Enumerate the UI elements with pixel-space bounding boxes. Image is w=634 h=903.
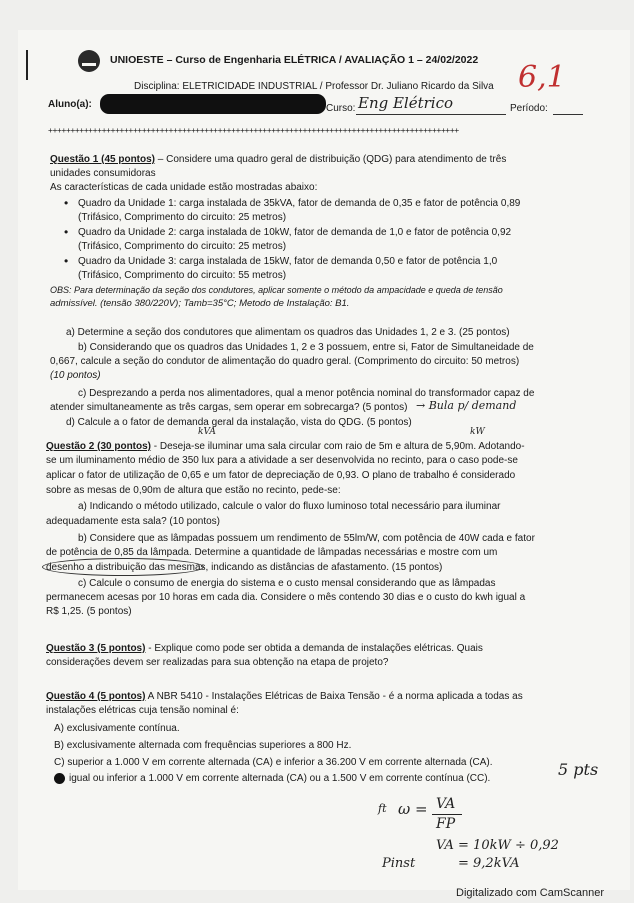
separator-line: ++++++++++++++++++++++++++++++++++++++++++++++++++++++++++++++++++++++++++++++++++++++++++++ (48, 125, 459, 135)
q2-b3: desenho a distribuição das mesmas, indicando as distâncias de afastamento. (15 pontos) (46, 562, 443, 573)
q4-l1: A NBR 5410 - Instalações Elétricas de Baixa Tensão - é a norma aplicada a todas as (145, 691, 523, 702)
q1-item-b1: b) Considerando que os quadros das Unidades 1, 2 e 3 possuem, entre si, Fator de Simultaneidade de (78, 342, 534, 353)
q1-item-d: d) Calcule a o fator de demanda geral da instalação, vista do QDG. (5 pontos) (66, 417, 412, 428)
q1-unit1b: (Trifásico, Comprimento do circuito: 25 metros) (78, 212, 287, 223)
q2-l1: - Deseja-se iluminar uma sala circular com raio de 5m e altura de 5,90m. Adotando- (151, 441, 525, 452)
q1-unit3a: • Quadro da Unidade 3: carga instalada de 15kW, fator de demanda 0,50 e fator de potência 1,0 (78, 255, 497, 268)
q1-title: Questão 1 (45 pontos) (50, 154, 156, 165)
q4-first-line (46, 690, 523, 703)
q2-l3: aplicar o fator de utilização de 0,65 e um fator de depreciação de 0,93. O plano de trabalho é considerado (46, 470, 516, 481)
handwritten-circle (42, 558, 204, 576)
q2-b1: b) Considere que as lâmpadas possuem um rendimento de 55lm/W, com potência de 40W cada e fator (78, 533, 535, 544)
q1-obs1: OBS: Para determinação da seção dos condutores, aplicar somente o método da ampacidade e queda de tensão (50, 285, 503, 295)
q1-intro2: unidades consumidoras (50, 168, 156, 179)
selected-answer-mark (54, 773, 65, 784)
q3-l1: - Explique como pode ser obtida a demanda de instalações elétricas. Quais (145, 643, 483, 654)
hand-va-line1: VA = 10kW ÷ 0,92 (436, 838, 559, 853)
q2-c2: permanecem acesas por 10 horas em cada dia. Considere o mês contendo 30 dias e o custo do kwh igual a (46, 592, 526, 603)
q4-option-a: A) exclusivamente contínua. (54, 723, 180, 734)
q4-title: Questão 4 (5 pontos) (46, 691, 146, 702)
q4-option-d: igual ou inferior a 1.000 V em corrente alternada (CA) ou a 1.500 V em corrente contínua (CC). (69, 773, 491, 784)
course-line (356, 114, 506, 115)
q1-unit2a: • Quadro da Unidade 2: carga instalada de 10kW, fator de demanda de 1,0 e fator de potência 0,92 (78, 226, 511, 239)
q4-option-b: B) exclusivamente alternada com frequências superiores a 800 Hz. (54, 740, 352, 751)
grade-mark: 6,1 (518, 60, 566, 95)
q1-intro3: As características de cada unidade estão mostradas abaixo: (50, 182, 318, 193)
q2-c3: R$ 1,25. (5 pontos) (46, 606, 132, 617)
period-line (553, 114, 583, 115)
exam-page (18, 30, 630, 890)
course-handwritten: Eng Elétrico (358, 94, 454, 112)
q2-title: Questão 2 (30 pontos) (46, 441, 152, 452)
q1-item-a: a) Determine a seção dos condutores que alimentam os quadros das Unidades 1, 2 e 3. (25 pontos) (66, 327, 510, 338)
q1-kva-note: kVA (198, 427, 216, 437)
q1-item-b3: (10 pontos) (50, 370, 101, 381)
unioeste-logo-icon (78, 50, 100, 72)
q2-a1: a) Indicando o método utilizado, calcule o valor do fluxo luminoso total necessário para iluminar (78, 501, 501, 512)
q2-a2: adequadamente esta sala? (10 pontos) (46, 516, 221, 527)
hand-fp-num: VA (436, 796, 456, 812)
hand-ft: ft (378, 802, 387, 815)
q1-item-c1: c) Desprezando a perda nos alimentadores, qual a menor potência nominal do transformador capaz de (78, 388, 535, 399)
q2-b2: de potência de 0,85 da lâmpada. Determine a quantidade de lâmpadas necessárias e mostre com um (46, 547, 498, 558)
q1-item-c2: atender simultaneamente as três cargas, sem operar em sobrecarga? (5 pontos) (50, 402, 408, 413)
hand-fp-left: ω = (398, 800, 428, 818)
q4-l2: instalações elétricas cuja tensão nominal é: (46, 705, 239, 716)
q1-kw-note: kW (470, 427, 485, 437)
q2-l2: se um iluminamento médio de 350 lux para a atividade a ser desenvolvida no recinto, para o caso pode-se (46, 455, 518, 466)
q2-l4: sobre as mesas de 0,90m de altura que estão no recinto, pede-se: (46, 485, 341, 496)
q3-first-line (46, 642, 483, 655)
redacted-name (100, 94, 326, 114)
hand-va-line2: = 9,2kVA (458, 856, 520, 871)
q2-c1: c) Calcule o consumo de energia do sistema e o custo mensal considerando que as lâmpadas (78, 578, 496, 589)
q3-title: Questão 3 (5 pontos) (46, 643, 146, 654)
q1-item-b2: 0,667, calcule a seção do condutor de alimentação do quadro geral. (Comprimento do circuito: 50 metros) (50, 356, 520, 367)
margin-mark (26, 50, 28, 80)
q1-first-line (50, 153, 506, 166)
q1-unit2b: (Trifásico, Comprimento do circuito: 25 metros) (78, 241, 287, 252)
q3-l2: considerações devem ser realizadas para sua obtenção na etapa de projeto? (46, 657, 389, 668)
q1-handwritten-note: → Bula p/ demand (416, 399, 517, 412)
header-discipline: Disciplina: ELETRICIDADE INDUSTRIAL / Professor Dr. Juliano Ricardo da Silva (134, 81, 494, 92)
course-label: Curso: (326, 103, 356, 114)
q4-option-c: C) superior a 1.000 V em corrente alternada (CA) e inferior a 36.200 V em corrente alternada (CA). (54, 757, 493, 768)
camscanner-watermark: Digitalizado com CamScanner (456, 887, 604, 899)
q4-score-note: 5 pts (558, 760, 599, 779)
q2-first-line (46, 440, 525, 453)
period-label: Período: (510, 103, 548, 114)
q1-unit3b: (Trifásico, Comprimento do circuito: 55 metros) (78, 270, 287, 281)
hand-fraction-bar (432, 814, 462, 815)
q1-obs2: admissível. (tensão 380/220V); Tamb=35°C; Metodo de Instalação: B1. (50, 298, 350, 309)
hand-fp-den: FP (436, 816, 456, 832)
q1-unit1a: • Quadro da Unidade 1: carga instalada de 35kVA, fator de demanda de 0,35 e fator de potência 0,89 (78, 197, 520, 210)
student-label: Aluno(a): (48, 99, 92, 110)
hand-pinst: Pinst (382, 856, 416, 871)
q1-intro: – Considere uma quadro geral de distribuição (QDG) para atendimento de três (155, 154, 507, 165)
header-title: UNIOESTE – Curso de Engenharia ELÉTRICA / AVALIAÇÃO 1 – 24/02/2022 (110, 54, 479, 66)
